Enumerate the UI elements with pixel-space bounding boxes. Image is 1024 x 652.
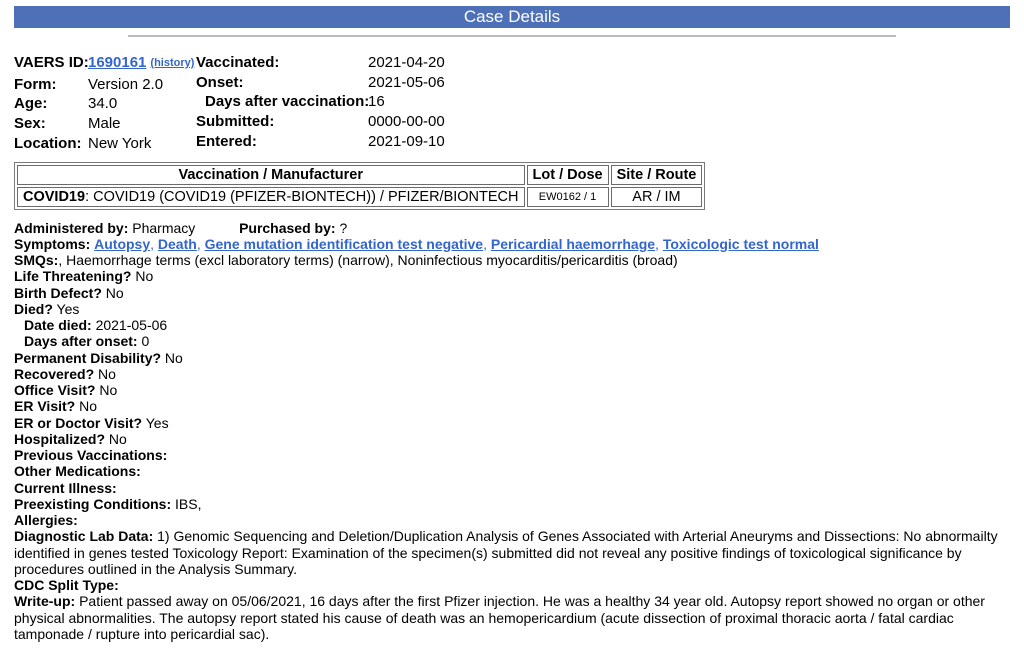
detail-label: Office Visit?: [14, 382, 96, 399]
title-divider: [128, 35, 896, 37]
detail-line: Date died: 2021-05-06: [24, 317, 168, 334]
detail-label: Date died:: [24, 317, 92, 334]
symptom-link[interactable]: Gene mutation identification test negative: [204, 235, 484, 252]
page-title-bar: [14, 6, 1010, 28]
symptoms-line: [14, 236, 1010, 252]
field-label: Onset:: [196, 73, 244, 91]
detail-line: [14, 577, 1010, 593]
detail-line: Days after onset: 0: [24, 333, 150, 350]
smqs-line: [14, 252, 1010, 268]
detail-label: Allergies:: [14, 512, 78, 529]
symptom-separator: ,: [150, 235, 158, 252]
field-label: Form:: [14, 75, 57, 93]
info-row: [14, 134, 196, 154]
info-row: [196, 112, 1010, 132]
detail-line: Write-up: Patient passed away on 05/06/2021, 16 days after the first Pfizer injection. He was a healthy 34 year old. Autopsy report showed no organ or other physical abnormalities. The autopsy report stated his cause of death was an hemopericardium (acute dissection of proximal thoracic aorta / fatal cardiac tamponade / rupture into pericardial sac).: [14, 593, 985, 642]
detail-line: [14, 463, 1010, 479]
case-details-page: [0, 53, 1024, 642]
field-value: 16: [368, 93, 385, 111]
detail-label: Hospitalized?: [14, 430, 106, 447]
detail-line: [14, 480, 1010, 496]
table-header-cell: Site / Route: [611, 165, 703, 185]
purchased-by-label: Purchased by:: [239, 219, 336, 236]
info-row: [196, 73, 1010, 93]
site-route-cell: AR / IM: [611, 187, 703, 207]
detail-line: Life Threatening? No: [14, 268, 154, 285]
detail-line: Diagnostic Lab Data: 1) Genomic Sequencing and Deletion/Duplication Analysis of Genes Associated with Arterial Aneuryms and Dissections: No abnormailty identified in genes tested Toxicology Report: Examination of the specimen(s) submitted did not reveal any positive findings of toxicological significance by procedures outlined in the Analysis Summary.: [14, 528, 998, 577]
detail-line: Office Visit? No: [14, 382, 118, 399]
symptom-separator: ,: [196, 235, 205, 252]
symptoms-label: Symptoms:: [14, 235, 91, 252]
info-row: [196, 53, 1010, 73]
vaccine-name-cell: COVID19: COVID19 (COVID19 (PFIZER-BIONTECH)) / PFIZER/BIONTECH: [17, 187, 525, 207]
history-link[interactable]: (history): [150, 57, 195, 69]
symptom-link[interactable]: Pericardial haemorrhage: [490, 235, 656, 252]
detail-line: Permanent Disability? No: [14, 349, 183, 366]
administered-by-value: Pharmacy: [132, 219, 196, 236]
field-label: Days after vaccination:: [205, 93, 370, 111]
smqs-label: SMQs:: [14, 252, 59, 269]
field-value: 2021-04-20: [368, 54, 445, 71]
info-row: [14, 53, 196, 75]
field-label: Location:: [14, 134, 82, 152]
vaccine-type: COVID19: [23, 188, 86, 205]
field-label: Age:: [14, 95, 48, 113]
field-value: 0000-00-00: [368, 113, 445, 131]
detail-label: ER or Doctor Visit?: [14, 414, 143, 431]
field-label: Sex:: [14, 115, 46, 133]
smqs-value: , Haemorrhage terms (excl laboratory terms) (narrow), Noninfectious myocarditis/pericarditis (broad): [58, 252, 678, 269]
purchased-by-value: ?: [339, 219, 348, 236]
field-label: Vaccinated:: [196, 54, 280, 71]
field-label: Entered:: [196, 132, 257, 150]
detail-line: Hospitalized? No: [14, 430, 127, 447]
case-info-left-column: [14, 53, 196, 154]
detail-label: CDC Split Type:: [14, 577, 119, 594]
administered-purchased-line: [14, 220, 1010, 236]
info-row: [14, 75, 196, 95]
detail-label: Days after onset:: [24, 333, 138, 350]
vaccine-row: [17, 187, 702, 207]
field-value: Male: [88, 115, 121, 133]
field-value: 34.0: [88, 95, 118, 113]
info-row: [14, 114, 196, 134]
detail-label: Died?: [14, 300, 53, 317]
field-value: New York: [88, 134, 152, 152]
field-label: VAERS ID:: [14, 54, 89, 71]
detail-line: [14, 512, 1010, 528]
detail-label: Current Illness:: [14, 479, 117, 496]
info-row: [196, 132, 1010, 152]
detail-line: Died? Yes: [14, 300, 80, 317]
field-value: 2021-09-10: [368, 132, 445, 150]
symptom-link[interactable]: Toxicologic test normal: [662, 235, 819, 252]
case-info-section: [14, 53, 1010, 154]
field-value: 2021-05-06: [368, 73, 445, 91]
detail-label: Preexisting Conditions:: [14, 495, 172, 512]
detail-line: [14, 447, 1010, 463]
symptoms-links: [94, 236, 819, 252]
detail-label: ER Visit?: [14, 398, 76, 415]
detail-label: Diagnostic Lab Data:: [14, 528, 154, 545]
table-header-cell: Lot / Dose: [527, 165, 609, 185]
detail-label: Life Threatening?: [14, 268, 132, 285]
detail-label: Other Medications:: [14, 463, 141, 480]
detail-label: Previous Vaccinations:: [14, 447, 168, 464]
lot-dose-cell: EW0162 / 1: [527, 187, 609, 207]
administered-by-label: Administered by:: [14, 219, 129, 236]
case-info-right-column: [196, 53, 1010, 154]
info-row: [196, 92, 1010, 112]
field-label: Submitted:: [196, 113, 275, 131]
symptom-separator: ,: [483, 235, 491, 252]
page-title: Case Details: [463, 7, 561, 26]
case-detail-list: [14, 268, 1010, 642]
field-value: [88, 53, 194, 75]
table-header-cell: Vaccination / Manufacturer: [17, 165, 525, 185]
detail-label: Write-up:: [14, 593, 76, 610]
vaers-id-link[interactable]: 1690161: [88, 54, 147, 71]
symptom-link[interactable]: Autopsy: [94, 235, 151, 252]
detail-line: Recovered? No: [14, 365, 116, 382]
detail-label: Recovered?: [14, 365, 95, 382]
detail-line: ER Visit? No: [14, 398, 97, 415]
detail-line: ER or Doctor Visit? Yes: [14, 414, 169, 431]
field-value: Version 2.0: [88, 75, 164, 93]
detail-line: Preexisting Conditions: IBS,: [14, 495, 202, 512]
detail-label: Birth Defect?: [14, 284, 102, 301]
info-row: [14, 94, 196, 114]
symptom-separator: ,: [655, 235, 663, 252]
detail-label: Permanent Disability?: [14, 349, 162, 366]
symptom-link[interactable]: Death: [157, 235, 197, 252]
detail-line: Birth Defect? No: [14, 284, 124, 301]
vaccine-table: [14, 162, 705, 210]
